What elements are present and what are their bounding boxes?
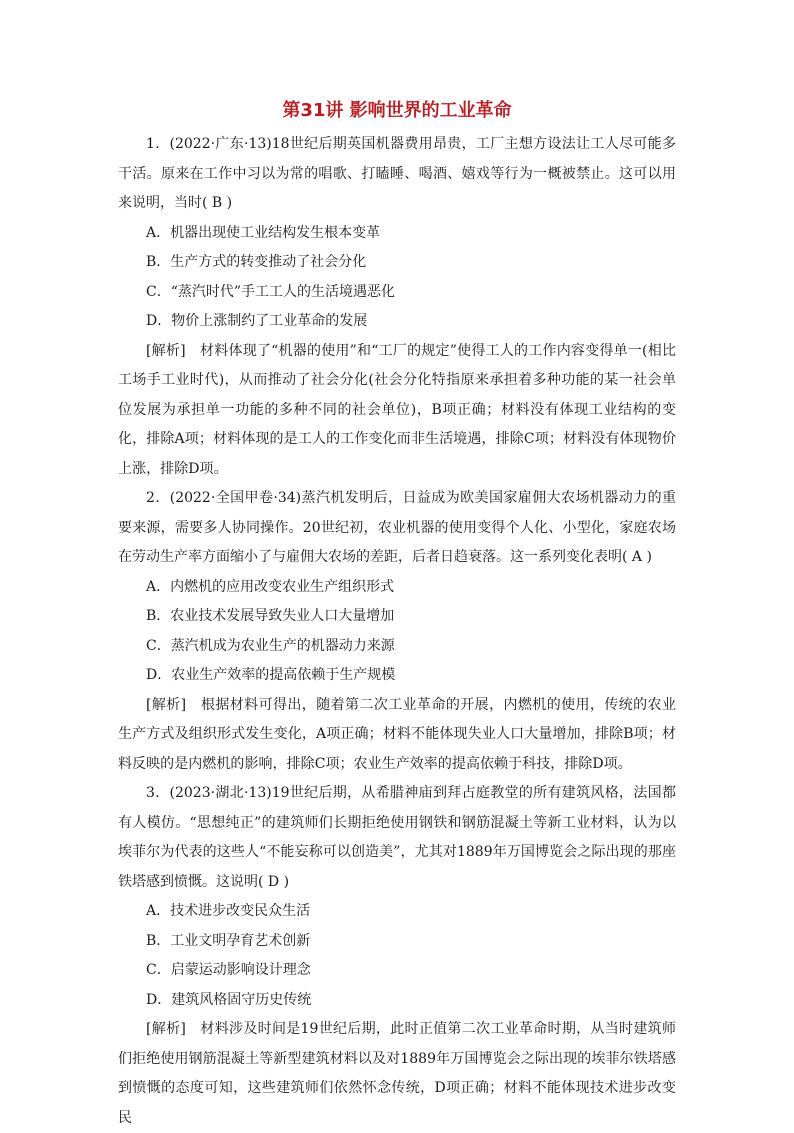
question-stem: 1．(2022·广东·13)18世纪后期英国机器费用昂贵，工厂主想方设法让工人尽可能多干活。原来在工作中习以为常的唱歌、打瞌睡、喝酒、嬉戏等行为一概被禁止。这可以用来说明，当时( B ) <box>118 136 676 211</box>
question-1 <box>118 130 676 484</box>
analysis: [解析] 材料体现了“机器的使用”和“工厂的规定”使得工人的工作内容变得单一(相比工场手工业时代)，从而推动了社会分化(社会分化特指原来承担着多种功能的某一社会单位发展为承担单一功能的多种不同的社会单位)，B项正确；材料没有体现工业结构的变化，排除A项；材料体现的是工人的工作变化而非生活境遇，排除C项；材料没有体现物价上涨，排除D项。 <box>118 342 676 477</box>
question-2 <box>118 484 676 779</box>
option-a: A．机器出现使工业结构发生根本变革 <box>146 224 381 241</box>
option-c: C．“蒸汽时代”手工工人的生活境遇恶化 <box>146 283 396 300</box>
option-c: C．启蒙运动影响设计理念 <box>146 962 311 978</box>
option-b: B．工业文明孕育艺术创新 <box>146 932 311 949</box>
option-a: A．技术进步改变民众生活 <box>146 903 311 919</box>
option-c: C．蒸汽机成为农业生产的机器动力来源 <box>146 637 395 654</box>
page-title: 第31讲 影响世界的工业革命 <box>282 100 512 121</box>
option-d: D．农业生产效率的提高依赖于生产规模 <box>146 667 396 683</box>
document-page <box>118 96 676 1133</box>
option-b: B．农业技术发展导致失业人口大量增加 <box>146 608 395 624</box>
option-b: B．生产方式的转变推动了社会分化 <box>146 254 367 270</box>
question-stem: 3．(2023·湖北·13)19世纪后期，从希腊神庙到拜占庭教堂的所有建筑风格，法国都有人模仿。“思想纯正”的建筑师们长期拒绝使用钢铁和钢筋混凝土等新工业材料，认为以埃菲尔为代表的这些人“不能妄称可以创造美”，尤其对1889年万国博览会之际出现的那座铁塔感到愤慨。这说明( D ) <box>118 785 676 890</box>
question-3 <box>118 779 676 1133</box>
option-a: A．内燃机的应用改变农业生产组织形式 <box>146 578 395 595</box>
analysis: [解析] 根据材料可得出，随着第二次工业革命的开展，内燃机的使用，传统的农业生产方式及组织形式发生变化，A项正确；材料不能体现失业人口大量增加，排除B项；材料反映的是内燃机的影响，排除C项；农业生产效率的提高依赖于科技，排除D项。 <box>118 696 676 772</box>
analysis: [解析] 材料涉及时间是19世纪后期，此时正值第二次工业革命时期，从当时建筑师们拒绝使用钢筋混凝土等新型建筑材料以及对1889年万国博览会之际出现的埃菲尔铁塔感到愤慨的态度可知，这些建筑师们依然怀念传统，D项正确；材料不能体现技术进步改变民 <box>118 1021 676 1126</box>
option-d: D．建筑风格固守历史传统 <box>146 991 312 1008</box>
option-d: D．物价上涨制约了工业革命的发展 <box>146 313 368 329</box>
question-stem: 2．(2022·全国甲卷·34)蒸汽机发明后，日益成为欧美国家雇佣大农场机器动力的重要来源，需要多人协同操作。20世纪初，农业机器的使用变得个人化、小型化，家庭农场在劳动生产率方面缩小了与雇佣大农场的差距，后者日趋衰落。这一系列变化表明( A ) <box>118 490 676 565</box>
